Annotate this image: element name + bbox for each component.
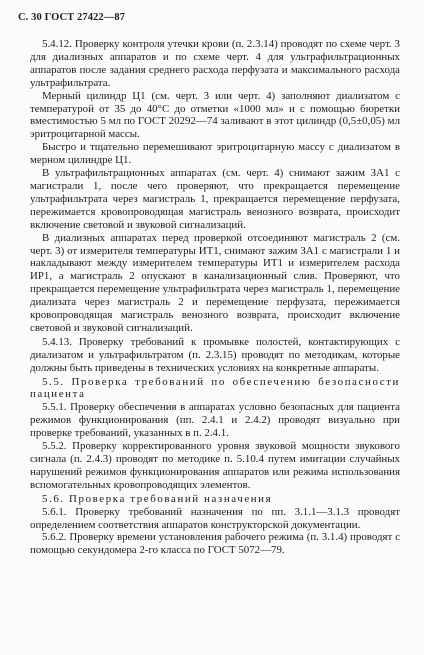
paragraph-5-4-12: 5.4.12. Проверку контроля утечки крови (п. 2.3.14) проводят по схеме черт. 3 для диализных аппаратов и по схеме черт. 4 для ультрафильтрационных аппаратов после задания среднего расхода перфузата и максимального расхода ультрафильтрата. <box>30 38 400 89</box>
section-heading-5-5: 5.5. Проверка требований по обеспечению безопасности пациента <box>30 375 400 401</box>
paragraph-ultrafiltration-check: В ультрафильтрационных аппаратах (см. черт. 4) снимают зажим ЗА1 с магистрали 1, после чего проверяют, что прекращается перемещение ультрафильтрата через магистраль 1, прекращается перемещение перфузата, пережимается кровопроводящая магистраль венозного возврата, происходит включение световой и звуковой сигнализаций. <box>30 167 400 231</box>
paragraph-dialysis-check: В диализных аппаратах перед проверкой отсоединяют магистраль 2 (см. черт. 3) от измерителя температуры ИТ1, снимают зажим ЗА1 с магистрали 1 и накладывают между измерителем температуры ИТ1 и измерителем расхода ИР1, а магистраль 2 опускают в канализационный слив. Проверяют, что прекращается перемещение ультрафильтрата через магистраль 1, перемещение диализата через магистраль 2 и перемещение перфузата, пережимается кровопроводящая магистраль венозного возврата, происходит включение световой и звуковой сигнализаций. <box>30 231 400 334</box>
document-body <box>30 38 400 557</box>
paragraph-5-4-13: 5.4.13. Проверку требований к промывке полостей, контактирующих с диализатом и ультрафильтратом (п. 2.3.15) проводят по методикам, которые должны быть приведены в технических условиях на конкретные аппараты. <box>30 335 400 374</box>
page-header <box>18 12 125 23</box>
paragraph-5-6-2: 5.6.2. Проверку времени установления рабочего режима (п. 3.1.4) проводят с помощью секундомера 2-го класса по ГОСТ 5072—79. <box>30 531 400 557</box>
standard-code: ГОСТ 27422—87 <box>44 12 126 23</box>
paragraph-5-5-2: 5.5.2. Проверку корректированного уровня звуковой мощности звукового сигнала (п. 2.4.3) проводят по методике п. 5.10.4 путем имитации случайных нарушений режимов функционирования аппаратов или режима использования вспомогательных кровопроводящих элементов. <box>30 440 400 491</box>
page-number: С. 30 <box>18 12 42 23</box>
section-heading-5-6: 5.6. Проверка требований назначения <box>42 492 273 505</box>
paragraph-5-5-1: 5.5.1. Проверку обеспечения в аппаратах условно безопасных для пациента режимов функционирования (пп. 2.4.1 и 2.4.2) проводят визуально при проверке требований, указанных в п. 2.4.1. <box>30 401 400 440</box>
paragraph-measuring-cylinder: Мерный цилиндр Ц1 (см. черт. 3 или черт. 4) заполняют диализатом с температурой от 35 до 40°С до отметки «1000 мл» и с помощью бюретки вместимостью 5 мл по ГОСТ 20292—74 заливают в этот цилиндр (0,5±0,05) мл эритроцитарной массы. <box>30 89 400 141</box>
paragraph-5-6-1: 5.6.1. Проверку требований назначения по пп. 3.1.1—3.1.3 проводят определением соответствия аппаратов конструкторской документации. <box>30 505 400 531</box>
paragraph-mixing: Быстро и тщательно перемешивают эритроцитарную массу с диализатом в мерном цилиндре Ц1. <box>30 141 400 167</box>
